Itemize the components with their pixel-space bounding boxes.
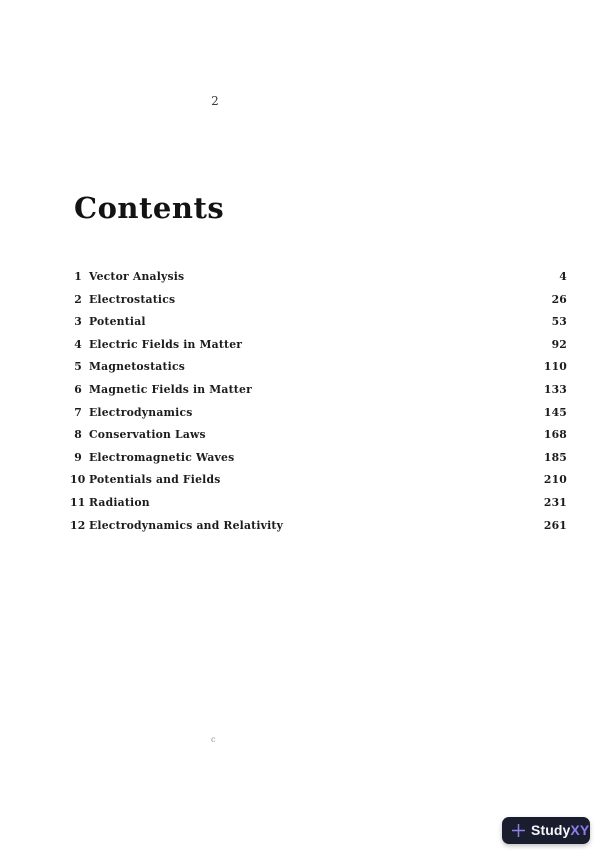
chapter-title: Magnetostatics xyxy=(89,360,186,374)
page-title: Contents xyxy=(74,191,225,225)
chapter-title: Vector Analysis xyxy=(89,270,185,283)
chapter-page-number: 185 xyxy=(543,450,567,464)
chapter-title: Electric Fields in Matter xyxy=(89,337,243,351)
toc-entry xyxy=(70,334,567,357)
chapter-number: 1 xyxy=(74,270,82,283)
toc-list xyxy=(70,266,567,537)
toc-entry xyxy=(70,402,567,425)
brand-xy-label: XY xyxy=(570,822,590,838)
header-page-number: 2 xyxy=(211,94,219,108)
chapter-number: 9 xyxy=(74,450,82,464)
chapter-number: 11 xyxy=(70,495,86,509)
chapter-number: 8 xyxy=(74,428,82,442)
toc-entry xyxy=(70,356,567,379)
toc-entry xyxy=(70,492,567,515)
chapter-title: Electromagnetic Waves xyxy=(89,450,235,464)
chapter-title: Magnetic Fields in Matter xyxy=(89,382,252,396)
chapter-page-number: 26 xyxy=(551,292,567,306)
chapter-page-number: 53 xyxy=(551,315,567,329)
studyxy-watermark-badge xyxy=(502,817,590,844)
chapter-title: Potentials and Fields xyxy=(89,473,221,487)
toc-entry xyxy=(70,424,567,447)
toc-entry xyxy=(70,289,567,312)
toc-entry xyxy=(70,379,567,402)
chapter-page-number: 231 xyxy=(543,495,567,509)
chapter-number: 5 xyxy=(74,360,82,374)
chapter-number: 3 xyxy=(74,315,82,329)
toc-entry xyxy=(70,469,567,492)
toc-entry xyxy=(70,311,567,334)
chapter-title: Potential xyxy=(89,315,146,329)
plus-icon xyxy=(511,823,526,838)
brand-study-label: Study xyxy=(531,822,571,838)
chapter-page-number: 168 xyxy=(543,428,567,442)
chapter-number: 2 xyxy=(74,292,82,306)
footer-mark: c xyxy=(211,735,216,744)
chapter-number: 6 xyxy=(74,382,82,396)
chapter-title: Conservation Laws xyxy=(89,428,206,442)
chapter-page-number: 145 xyxy=(543,405,567,419)
chapter-number: 4 xyxy=(74,337,82,351)
chapter-page-number: 92 xyxy=(551,337,567,351)
chapter-title: Electrodynamics xyxy=(89,405,193,419)
chapter-number: 7 xyxy=(74,405,82,419)
chapter-page-number: 261 xyxy=(543,518,567,532)
toc-entry xyxy=(70,447,567,470)
chapter-page-number: 210 xyxy=(543,473,567,487)
chapter-title: Radiation xyxy=(89,495,150,509)
chapter-title: Electrodynamics and Relativity xyxy=(89,518,284,532)
toc-entry xyxy=(70,266,567,289)
chapter-page-number: 133 xyxy=(543,382,567,396)
chapter-title: Electrostatics xyxy=(89,292,176,306)
brand-text xyxy=(531,817,589,844)
chapter-number: 10 xyxy=(70,473,86,487)
chapter-page-number: 4 xyxy=(559,270,567,283)
chapter-number: 12 xyxy=(70,518,86,532)
chapter-page-number: 110 xyxy=(543,360,567,374)
toc-entry xyxy=(70,515,567,538)
